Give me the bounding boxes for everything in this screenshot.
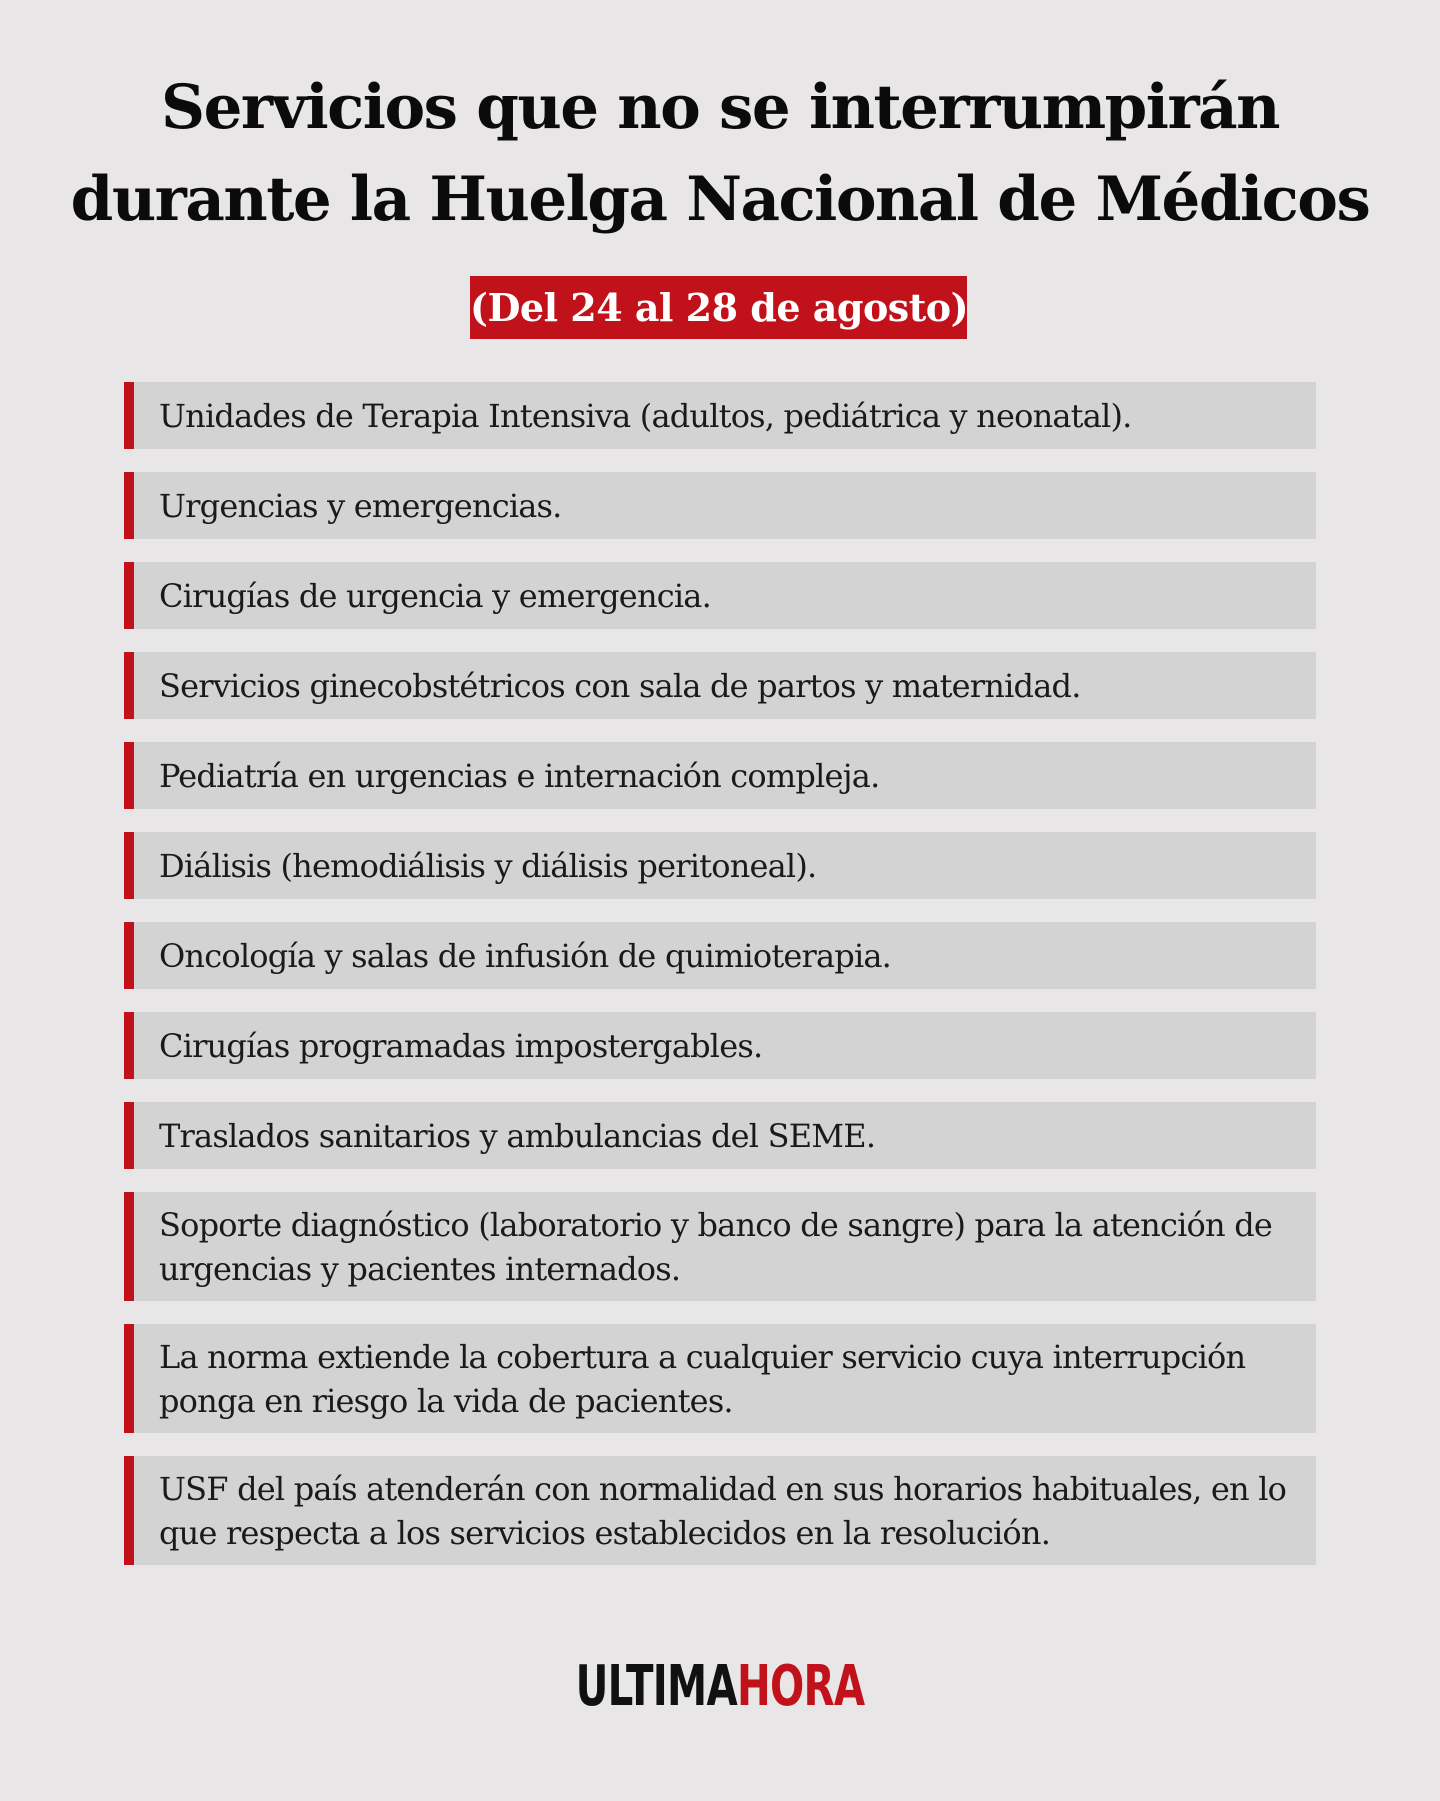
service-item-text: Cirugías de urgencia y emergencia. [159,576,711,615]
service-item-text: Oncología y salas de infusión de quimioterapia. [159,936,892,975]
title-line-2: durante la Huelga Nacional de Médicos [70,164,1370,235]
service-item [124,1456,1316,1565]
page-title [40,62,1400,246]
service-item [124,832,1316,899]
service-item-text: Traslados sanitarios y ambulancias del SEME. [159,1116,876,1155]
service-item-text: Pediatría en urgencias e internación compleja. [159,756,880,795]
service-item-text: Diálisis (hemodiálisis y diálisis peritoneal). [159,846,817,885]
service-item [124,922,1316,989]
service-item [124,562,1316,629]
brand-logo [202,1652,1239,1722]
service-item-text: Unidades de Terapia Intensiva (adultos, pediátrica y neonatal). [159,396,1132,435]
logo-part-hora: HORA [736,1654,865,1719]
service-item [124,472,1316,539]
service-item-text: USF del país atenderán con normalidad en sus horarios habituales, en lo que respecta a los servicios establecidos en la resolución. [159,1469,1287,1552]
service-item [124,652,1316,719]
service-item-text: La norma extiende la cobertura a cualquier servicio cuya interrupción ponga en riesgo la vida de pacientes. [159,1337,1246,1420]
service-item-text: Cirugías programadas impostergables. [159,1026,763,1065]
service-item [124,1012,1316,1079]
service-item-text: Urgencias y emergencias. [159,486,562,525]
service-item-text: Servicios ginecobstétricos con sala de partos y maternidad. [159,666,1081,705]
services-list [124,382,1316,1588]
title-line-1: Servicios que no se interrumpirán [161,72,1279,143]
date-range-badge: (Del 24 al 28 de agosto) [470,276,967,339]
service-item [124,1192,1316,1301]
service-item-text: Soporte diagnóstico (laboratorio y banco de sangre) para la atención de urgencias y pacientes internados. [159,1205,1273,1288]
service-item [124,1324,1316,1433]
service-item [124,1102,1316,1169]
service-item [124,382,1316,449]
logo-part-ultima: ULTIMA [575,1654,737,1719]
service-item [124,742,1316,809]
